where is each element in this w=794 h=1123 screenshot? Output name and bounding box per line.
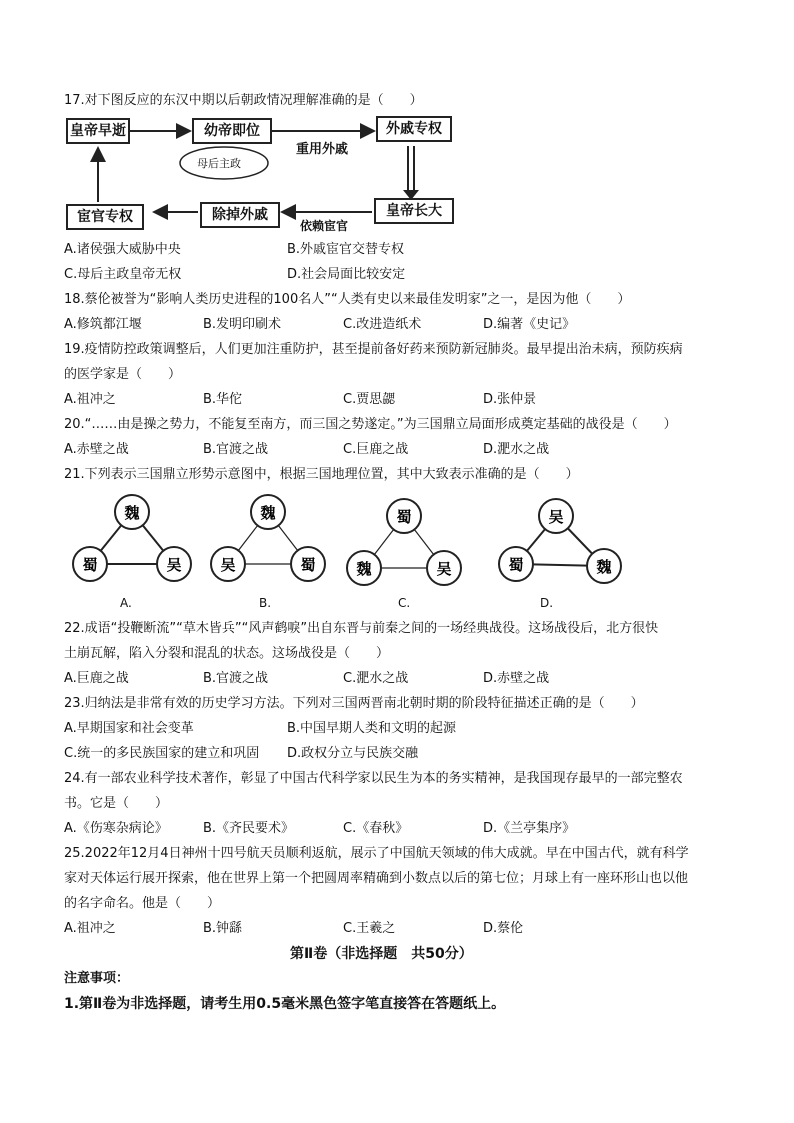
q23-option-b: B.中国早期人类和文明的起源 <box>287 721 457 736</box>
q22-option-a: A.巨鹿之战 <box>64 671 129 686</box>
q24-stem-line2: 书。它是（ ） <box>64 796 169 811</box>
q21-label-a: A. <box>120 596 132 610</box>
q22-stem-line1: 22.成语“投鞭断流”“草木皆兵”“风声鹤唳”出自东晋与前秦之间的一场经典战役。这场战役后，北方很快 <box>64 621 659 636</box>
flow-ellipse-label: 母后主政 <box>197 157 241 170</box>
q19-stem-line1: 19.疫情防控政策调整后，人们更加注重防护，甚至提前备好药来预防新冠肺炎。最早提出治未病，预防疾病 <box>64 342 683 357</box>
q25-stem-line2: 家对天体运行展开探索，他在世界上第一个把圆周率精确到小数点以后的第七位；月球上有一座环形山也以他 <box>64 871 689 886</box>
q17-option-c: C.母后主政皇帝无权 <box>64 267 182 282</box>
flow-note-rely-eunuch: 依赖宦官 <box>300 219 349 233</box>
q25-stem-line1: 25.2022年12月4日神州十四号航天员顺利返航，展示了中国航天领域的伟大成就。早在中国古代，就有科学 <box>64 846 689 861</box>
q18-option-c: C.改进造纸术 <box>343 317 422 332</box>
q21-diagram-c <box>342 496 466 588</box>
q17-stem: 17.对下图反应的东汉中期以后朝政情况理解准确的是（ ） <box>64 93 423 108</box>
q21-label-c: C. <box>398 596 411 610</box>
q23-stem: 23.归纳法是非常有效的历史学习方法。下列对三国两晋南北朝时期的阶段特征描述正确的是（ ） <box>64 696 644 711</box>
q21-label-d: D. <box>540 596 554 610</box>
q24-option-d: D.《兰亭集序》 <box>483 821 576 836</box>
q18-stem: 18.蔡伦被誉为“影响人类历史进程的100名人”“人类有史以来最佳发明家”之一，是因为他（ ） <box>64 292 631 307</box>
section2-notice: 注意事项： <box>64 971 130 986</box>
triangle-a <box>70 492 194 584</box>
q21-diagram-d <box>494 494 628 586</box>
q20-option-b: B.官渡之战 <box>203 442 269 457</box>
q24-option-c: C.《春秋》 <box>343 821 409 836</box>
b-right: 蜀 <box>300 556 316 574</box>
b-top: 魏 <box>260 504 276 522</box>
a-left: 蜀 <box>82 556 98 574</box>
q20-option-a: A.赤壁之战 <box>64 442 129 457</box>
q22-stem-line2: 土崩瓦解，陷入分裂和混乱的状态。这场战役是（ ） <box>64 646 390 661</box>
flow-box-eunuch-power: 宦官专权 <box>66 204 144 230</box>
q23-option-a: A.早期国家和社会变革 <box>64 721 194 736</box>
q19-option-a: A.祖冲之 <box>64 392 116 407</box>
d-right: 魏 <box>596 558 612 576</box>
q22-option-c: C.淝水之战 <box>343 671 409 686</box>
q17-option-a: A.诸侯强大威胁中央 <box>64 242 181 257</box>
c-left: 魏 <box>356 560 372 578</box>
q19-stem-line2: 的医学家是（ ） <box>64 367 182 382</box>
q17-option-b: B.外戚宦官交替专权 <box>287 242 405 257</box>
q18-option-b: B.发明印刷术 <box>203 317 282 332</box>
q21-label-b: B. <box>259 596 272 610</box>
triangle-b <box>206 492 330 584</box>
b-left: 吴 <box>220 556 236 574</box>
a-right: 吴 <box>166 556 182 574</box>
flow-box-emperor-early-death: 皇帝早逝 <box>66 118 130 144</box>
section2-title: 第Ⅱ卷（非选择题 共50分） <box>290 946 473 962</box>
q17-option-d: D.社会局面比较安定 <box>287 267 406 282</box>
c-top: 蜀 <box>396 508 412 526</box>
q23-option-c: C.统一的多民族国家的建立和巩固 <box>64 746 260 761</box>
q20-stem: 20.“……由是操之势力，不能复至南方，而三国之势遂定。”为三国鼎立局面形成奠定基础的战役是（ ） <box>64 417 677 432</box>
d-left: 蜀 <box>508 556 524 574</box>
q18-option-d: D.编著《史记》 <box>483 317 576 332</box>
flow-box-consort-power: 外戚专权 <box>376 116 452 142</box>
flow-box-emperor-grown: 皇帝长大 <box>374 198 454 224</box>
q24-option-b: B.《齐民要术》 <box>203 821 295 836</box>
flow-note-use-consort: 重用外戚 <box>296 142 349 157</box>
q25-stem-line3: 的名字命名。他是（ ） <box>64 896 221 911</box>
q24-stem-line1: 24.有一部农业科学技术著作，彰显了中国古代科学家以民生为本的务实精神，是我国现存最早的一部完整农 <box>64 771 683 786</box>
c-right: 吴 <box>436 560 452 578</box>
q21-diagram-b <box>206 492 330 584</box>
q23-option-d: D.政权分立与民族交融 <box>287 746 419 761</box>
a-top: 魏 <box>124 504 140 522</box>
q20-option-d: D.淝水之战 <box>483 442 550 457</box>
q19-option-c: C.贾思勰 <box>343 392 396 407</box>
q21-diagram-a <box>70 492 194 584</box>
q19-option-b: B.华佗 <box>203 392 243 407</box>
q24-option-a: A.《伤寒杂病论》 <box>64 821 168 836</box>
q18-option-a: A.修筑都江堰 <box>64 317 142 332</box>
triangle-d <box>494 494 628 586</box>
q17-flow-diagram <box>64 112 484 234</box>
q22-option-b: B.官渡之战 <box>203 671 269 686</box>
flow-box-child-emperor: 幼帝即位 <box>192 118 272 144</box>
q21-stem: 21.下列表示三国鼎立形势示意图中，根据三国地理位置，其中大致表示准确的是（ ） <box>64 467 579 482</box>
d-top: 吴 <box>548 508 564 526</box>
q22-option-d: D.赤壁之战 <box>483 671 550 686</box>
q25-option-c: C.王羲之 <box>343 921 396 936</box>
q25-option-a: A.祖冲之 <box>64 921 116 936</box>
q20-option-c: C.巨鹿之战 <box>343 442 409 457</box>
triangle-c <box>342 496 466 588</box>
q19-option-d: D.张仲景 <box>483 392 537 407</box>
q25-option-b: B.钟繇 <box>203 921 243 936</box>
q25-option-d: D.蔡伦 <box>483 921 524 936</box>
section2-item1: 1.第Ⅱ卷为非选择题，请考生用0.5毫米黑色签字笔直接答在答题纸上。 <box>64 996 506 1012</box>
flow-box-remove-consort: 除掉外戚 <box>200 202 280 228</box>
